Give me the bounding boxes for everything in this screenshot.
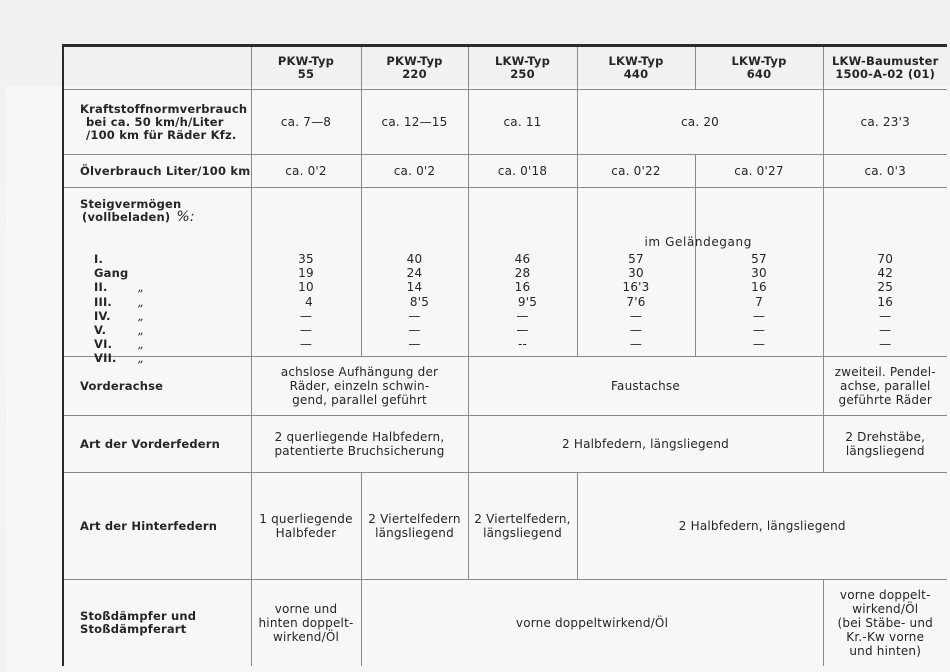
- steig-pkw-220: 40 24 14 8'5 — — —: [361, 188, 468, 357]
- gelaendegang-note: im Geländegang: [644, 235, 752, 249]
- kraftstoff-lkw-440-640: ca. 20: [577, 90, 823, 155]
- oel-pkw-55: ca. 0'2: [251, 155, 361, 188]
- label-vorderfedern: Art der Vorderfedern: [63, 416, 251, 473]
- gear-label: III.: [94, 294, 113, 309]
- vorderfedern-lkw: 2 Halbfedern, längsliegend: [468, 416, 823, 473]
- row-hinterfedern: [63, 473, 947, 580]
- label-oelverbrauch: Ölverbrauch Liter/100 km: [63, 155, 251, 188]
- steig-lkw-640: 57 30 16 7 — — —: [695, 188, 823, 357]
- steig-title: Steigvermögen (vollbeladen) %:: [80, 197, 195, 225]
- gear-label: II.: [94, 280, 108, 295]
- gear-label: VI.: [94, 337, 113, 352]
- vorderachse-lkw: Faustachse: [468, 357, 823, 416]
- stoss-pkw-55: vorne und hinten doppelt- wirkend/Öl: [251, 580, 361, 667]
- oel-lkw-250: ca. 0'18: [468, 155, 577, 188]
- label-hinterfedern: Art der Hinterfedern: [63, 473, 251, 580]
- row-kraftstoff: [63, 90, 947, 155]
- header-row: [63, 46, 947, 90]
- oel-pkw-220: ca. 0'2: [361, 155, 468, 188]
- vorderfedern-pkw: 2 querliegende Halbfedern, patentierte Bruchsicherung: [251, 416, 468, 473]
- steig-lkw-440: 57 30 16'3 7'6 — — —: [577, 188, 695, 357]
- spec-table-wrapper: [62, 44, 950, 666]
- header-lkw-250: LKW-Typ 250: [468, 46, 577, 90]
- header-lkw-1500: LKW-Baumuster 1500-A-02 (01): [823, 46, 947, 90]
- stoss-middle: vorne doppeltwirkend/Öl: [361, 580, 823, 667]
- gear-label: I. Gang: [94, 252, 129, 281]
- oel-lkw-1500: ca. 0'3: [823, 155, 947, 188]
- hinterfedern-pkw-55: 1 querliegende Halbfeder: [251, 473, 361, 580]
- vorderachse-pkw: achslose Aufhängung der Räder, einzeln schwin- gend, parallel geführt: [251, 357, 468, 416]
- steig-lkw-250: im Geländegang 46 28 16 9'5 — — --: [468, 188, 577, 357]
- header-pkw-55: PKW-Typ 55: [251, 46, 361, 90]
- row-stossdaempfer: [63, 580, 947, 667]
- row-vorderfedern: [63, 416, 947, 473]
- oel-lkw-640: ca. 0'27: [695, 155, 823, 188]
- kraftstoff-lkw-1500: ca. 23'3: [823, 90, 947, 155]
- gear-list: I. Gang II. „ III. „ IV. „ V. „ VI. „ VII. „: [94, 252, 145, 366]
- percent-unit: %:: [176, 209, 195, 225]
- header-pkw-220: PKW-Typ 220: [361, 46, 468, 90]
- header-corner: [63, 46, 251, 90]
- vehicle-spec-table: [62, 44, 947, 666]
- label-kraftstoff: Kraftstoffnormverbrauch bei ca. 50 km/h/Liter /100 km für Räder Kfz.: [63, 90, 251, 155]
- header-lkw-440: LKW-Typ 440: [577, 46, 695, 90]
- label-steigvermoegen: [63, 188, 251, 366]
- kraftstoff-pkw-220: ca. 12—15: [361, 90, 468, 155]
- stoss-lkw-1500: vorne doppelt- wirkend/Öl (bei Stäbe- und Kr.-Kw vorne und hinten): [823, 580, 947, 667]
- header-lkw-640: LKW-Typ 640: [695, 46, 823, 90]
- label-vorderachse: Vorderachse: [63, 357, 251, 416]
- hinterfedern-lkw-rest: 2 Halbfedern, längsliegend: [577, 473, 947, 580]
- row-steigvermoegen: [63, 188, 947, 357]
- kraftstoff-lkw-250: ca. 11: [468, 90, 577, 155]
- row-oelverbrauch: [63, 155, 947, 188]
- gear-label: IV.: [94, 308, 111, 323]
- oel-lkw-440: ca. 0'22: [577, 155, 695, 188]
- steig-lkw-1500: 70 42 25 16 — — —: [823, 188, 947, 357]
- hinterfedern-pkw-220: 2 Viertelfedern längsliegend: [361, 473, 468, 580]
- row-vorderachse: [63, 357, 947, 416]
- steig-pkw-55: 35 19 10 4 — — —: [251, 188, 361, 357]
- vorderachse-lkw-1500: zweiteil. Pendel- achse, parallel geführte Räder: [823, 357, 947, 416]
- kraftstoff-pkw-55: ca. 7—8: [251, 90, 361, 155]
- label-stossdaempfer: Stoßdämpfer und Stoßdämpferart: [63, 580, 251, 667]
- gear-label: V.: [94, 323, 107, 338]
- vorderfedern-lkw-1500: 2 Drehstäbe, längsliegend: [823, 416, 947, 473]
- gear-label: VII.: [94, 351, 117, 366]
- hinterfedern-lkw-250: 2 Viertelfedern, längsliegend: [468, 473, 577, 580]
